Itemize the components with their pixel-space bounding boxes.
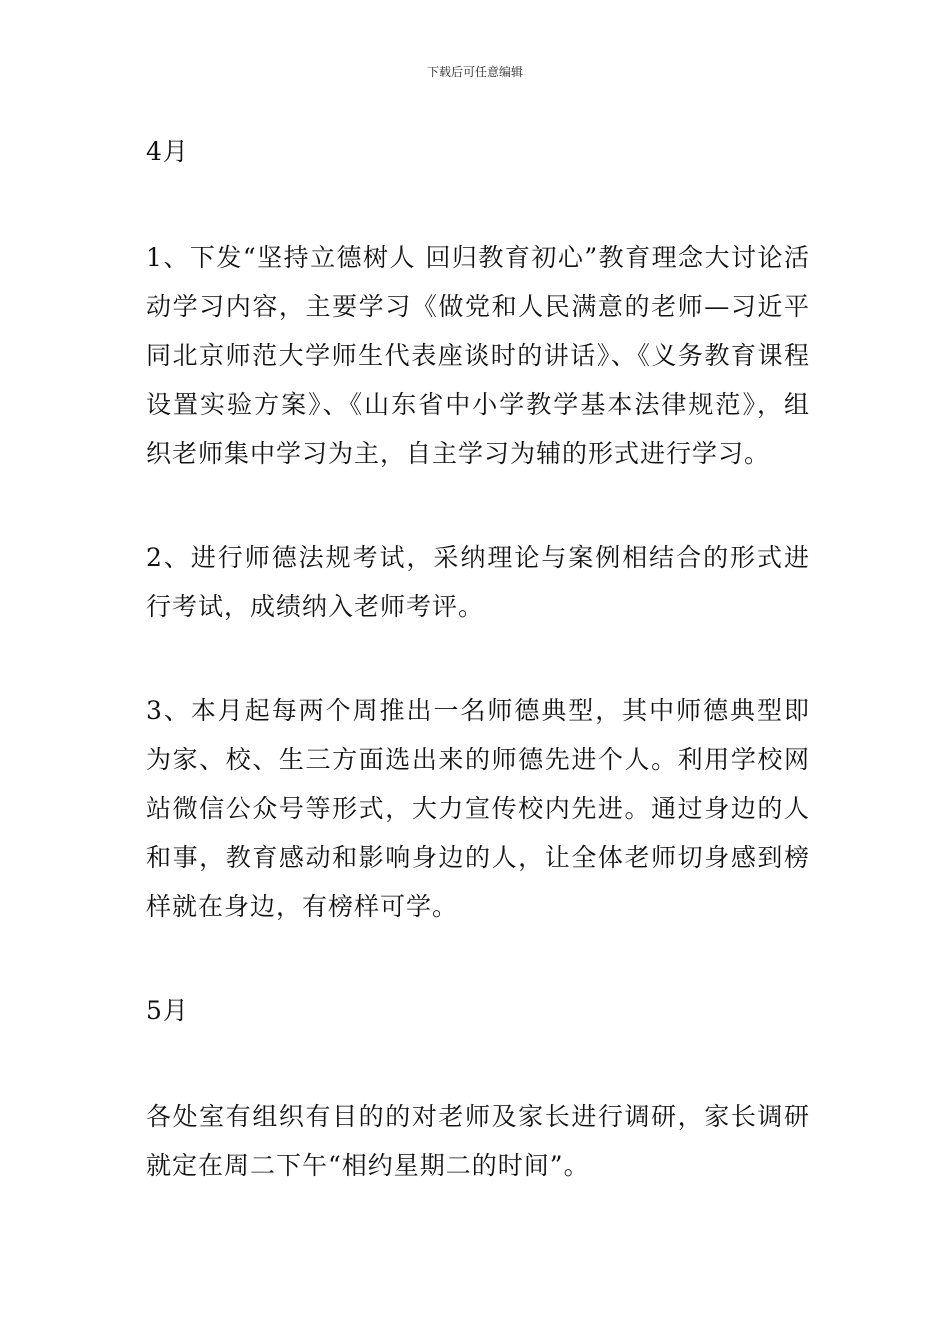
paragraph-item-1: 1、下发“坚持立德树人 回归教育初心”教育理念大讨论活动学习内容，主要学习《做党和人民满意的老师—习近平同北京师范大学师生代表座谈时的讲话》、《义务教育课程设置实验方案》、《山东省中小学教学基本法律规范》，组织老师集中学习为主，自主学习为辅的形式进行学习。: [146, 243, 810, 468]
month-heading-may: 5月: [146, 996, 189, 1025]
page-header: 下载后可任意编辑: [426, 65, 523, 79]
document-body: [146, 127, 810, 1190]
month-heading-april: 4月: [146, 137, 189, 166]
paragraph-item-2: 2、进行师德法规考试，采纳理论与案例相结合的形式进行考试，成绩纳入老师考评。: [146, 543, 810, 621]
paragraph-may-item-1: 各处室有组织有目的的对老师及家长进行调研，家长调研就定在周二下午“相约星期二的时间”。: [146, 1102, 810, 1180]
paragraph-item-3: 3、本月起每两个周推出一名师德典型，其中师德典型即为家、校、生三方面选出来的师德先进个人。利用学校网站微信公众号等形式，大力宣传校内先进。通过身边的人和事，教育感动和影响身边的人，让全体老师切身感到榜样就在身边，有榜样可学。: [146, 696, 810, 921]
